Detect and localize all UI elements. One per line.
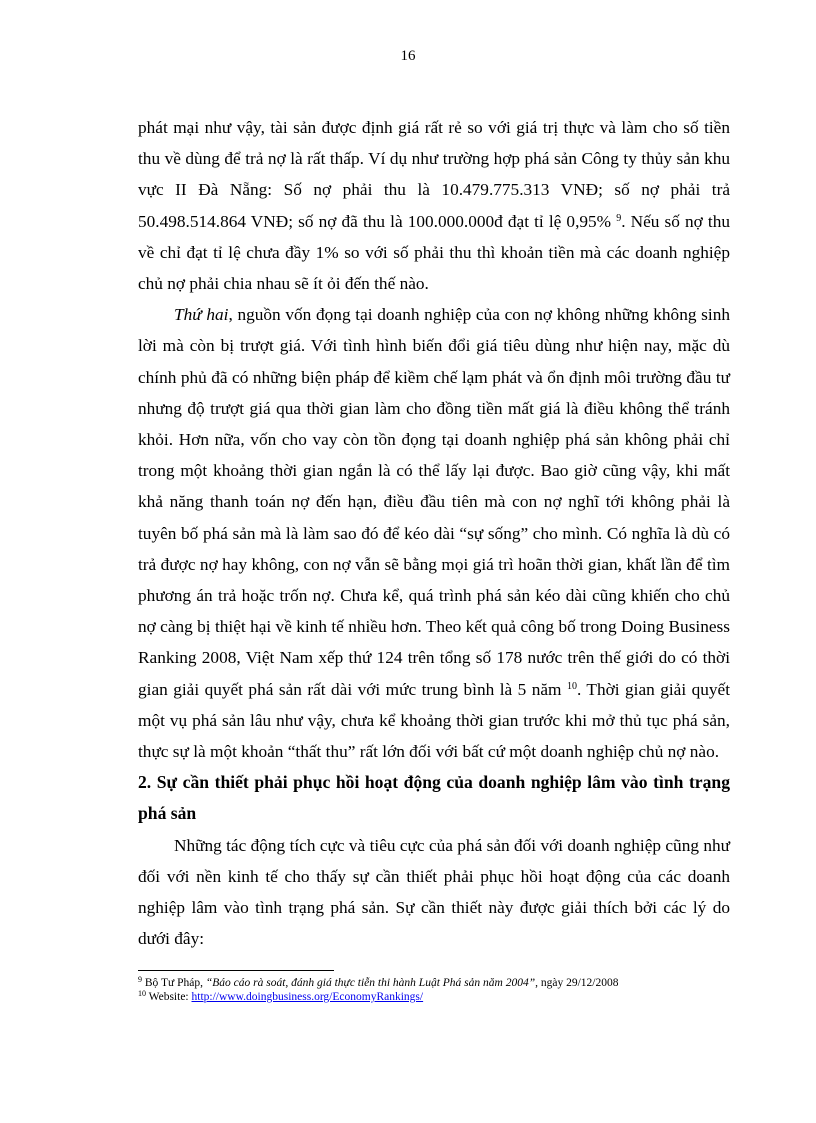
- paragraph-1: [138, 112, 730, 299]
- paragraph-1-tail: . Nếu số nợ thu về chỉ đạt tỉ lệ chưa đầy 1% so với số phải thu thì khoản tiền mà các doanh nghiệp chủ nợ phải chia nhau sẽ ít ỏi đến thế nào.: [138, 211, 730, 294]
- section-heading: 2. Sự cần thiết phải phục hồi hoạt động của doanh nghiệp lâm vào tình trạng phá sản: [138, 772, 730, 824]
- paragraph-2-lead: Thứ hai: [174, 305, 229, 325]
- footnote-9-title: “Báo cáo rà soát, đánh giá thực tiễn thi hành Luật Phá sản năm 2004”: [205, 977, 536, 989]
- footnote-separator: [138, 970, 334, 971]
- page-number: 16: [400, 48, 416, 64]
- footnote-9-number: 9: [138, 975, 142, 984]
- footnote-ref-10[interactable]: 10: [566, 680, 577, 692]
- footnote-10-prefix: Website:: [146, 991, 192, 1003]
- footnote-10-number: 10: [138, 989, 146, 998]
- paragraph-1-text: phát mại như vậy, tài sản được định giá rất rẻ so với giá trị thực và làm cho số tiền thu về dùng để trả nợ là rất thấp. Ví dụ như trường hợp phá sản Công ty thủy sản khu vực II Đà Nẵng: Số nợ phải thu là 10.479.775.313 VNĐ; số nợ phải trả 50.498.514.864 VNĐ; số nợ đã thu là 100.000.000đ đạt tỉ lệ 0,95%: [138, 118, 730, 231]
- paragraph-3: Những tác động tích cực và tiêu cực của phá sản đối với doanh nghiệp cũng như đối với nền kinh tế cho thấy sự cần thiết phải phục hồi hoạt động của các doanh nghiệp lâm vào tình trạng phá sản. Sự cần thiết này được giải thích bởi các lý do dưới đây:: [138, 835, 730, 949]
- paragraph-2-tail: . Thời gian giải quyết một vụ phá sản lâu như vậy, chưa kể khoảng thời gian trước khi mở thủ tục phá sản, thực sự là một khoản “thất thu” rất lớn đối với bất cứ một doanh nghiệp chủ nợ nào.: [138, 679, 730, 762]
- footnotes: [138, 976, 738, 1004]
- footnote-9-prefix: Bộ Tư Pháp,: [142, 977, 206, 989]
- footnote-10: [138, 990, 738, 1004]
- main-content: [138, 112, 730, 954]
- footnote-10-link[interactable]: http://www.doingbusiness.org/EconomyRankings/: [191, 991, 424, 1003]
- footnote-ref-9[interactable]: 9: [616, 212, 622, 224]
- footnote-9: [138, 976, 738, 990]
- paragraph-2: [138, 299, 730, 767]
- footnote-9-suffix: , ngày 29/12/2008: [535, 977, 619, 989]
- paragraph-2-text: , nguồn vốn đọng tại doanh nghiệp của con nợ không những không sinh lời mà còn bị trượt giá. Với tình hình biến đổi giá tiêu dùng như hiện nay, mặc dù chính phủ đã có những biện pháp để kiềm chế lạm phát và ổn định môi trường đầu tư nhưng độ trượt giá qua thời gian làm cho đồng tiền mất giá là điều không thể tránh khỏi. Hơn nữa, vốn cho vay còn tồn đọng tại doanh nghiệp phá sản không phải chỉ trong một khoảng thời gian ngắn là có thể lấy lại được. Bao giờ cũng vậy, khi mất khả năng thanh toán nợ đến hạn, điều đầu tiên mà con nợ nghĩ tới không phải là tuyên bố phá sản mà là làm sao đó để kéo dài “sự sống” cho mình. Có nghĩa là dù có trả được nợ hay không, con nợ vẫn sẽ bằng mọi giá trì hoãn thời gian, khất lần để tìm phương án trả hoặc trốn nợ. Chưa kể, quá trình phá sản kéo dài cũng khiến cho chủ nợ càng bị thiệt hại về kinh tế nhiều hơn. Theo kết quả công bố trong Doing Business Ranking 2008, Việt Nam xếp thứ 124 trên tổng số 178 nước trên thế giới do có thời gian giải quyết phá sản rất dài với mức trung bình là 5 năm: [138, 305, 730, 699]
